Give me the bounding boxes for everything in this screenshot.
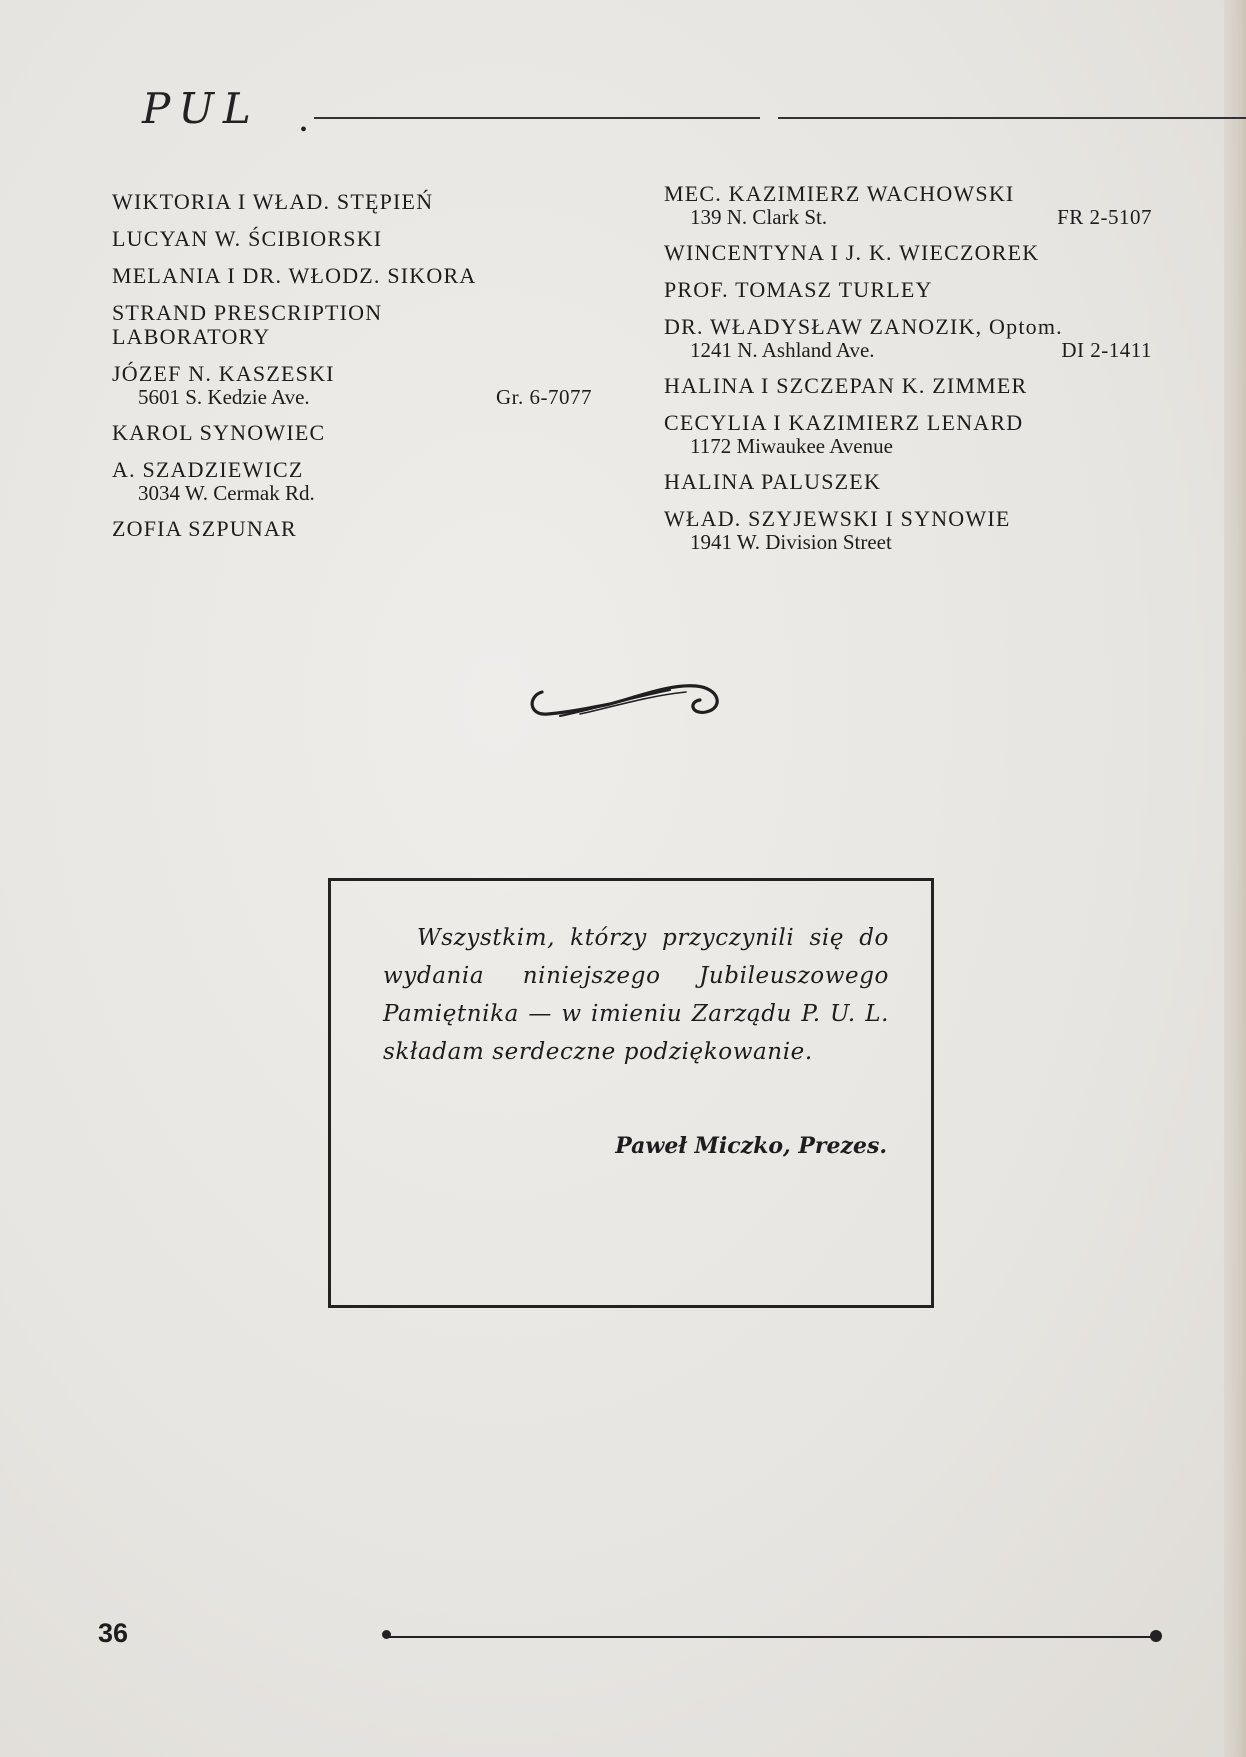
sponsor-entry xyxy=(664,182,1152,228)
sponsor-details xyxy=(664,206,1152,228)
sponsor-entry xyxy=(112,362,592,408)
sponsor-address: 1172 Miwaukee Avenue xyxy=(690,434,893,458)
sponsor-name: LUCYAN W. ŚCIBIORSKI xyxy=(112,226,383,251)
sponsor-name: MEC. KAZIMIERZ WACHOWSKI xyxy=(664,181,1015,206)
sponsor-name: MELANIA I DR. WŁODZ. SIKORA xyxy=(112,263,477,288)
sponsor-entry xyxy=(112,301,452,349)
sponsor-name: A. SZADZIEWICZ xyxy=(112,457,304,482)
sponsor-name: ZOFIA SZPUNAR xyxy=(112,516,297,541)
sponsor-address: 3034 W. Cermak Rd. xyxy=(138,481,315,505)
sponsor-phone: DI 2-1411 xyxy=(1061,338,1152,362)
sponsor-entry xyxy=(112,264,592,288)
page-number: 36 xyxy=(98,1618,129,1648)
sponsor-phone: FR 2-5107 xyxy=(1057,205,1152,229)
sponsor-list-right xyxy=(664,182,1152,566)
sponsor-entry xyxy=(112,458,592,504)
sponsor-name: WIKTORIA I WŁAD. STĘPIEŃ xyxy=(112,189,434,214)
sponsor-name: WINCENTYNA I J. K. WIECZOREK xyxy=(664,240,1040,265)
sponsor-address: 139 N. Clark St. xyxy=(690,205,828,229)
sponsor-name: WŁAD. SZYJEWSKI I SYNOWIE xyxy=(664,506,1011,531)
sponsor-details xyxy=(112,482,592,504)
acknowledgement-box xyxy=(328,878,934,1308)
sponsor-name: HALINA I SZCZEPAN K. ZIMMER xyxy=(664,373,1028,398)
footer-rule xyxy=(386,1636,1158,1638)
sponsor-name: HALINA PALUSZEK xyxy=(664,469,882,494)
sponsor-name: KAROL SYNOWIEC xyxy=(112,420,326,445)
sponsor-name: JÓZEF N. KASZESKI xyxy=(112,361,335,386)
footer-bullet-right xyxy=(1150,1630,1162,1642)
sponsor-entry xyxy=(664,470,1152,494)
signature: Paweł Miczko, Prezes. xyxy=(615,1133,887,1159)
flourish-ornament-icon xyxy=(520,670,730,730)
sponsor-details xyxy=(664,531,1152,553)
sponsor-entry xyxy=(112,421,592,445)
sponsor-entry xyxy=(664,315,1152,361)
sponsor-address: 1941 W. Division Street xyxy=(690,530,892,554)
sponsor-entry xyxy=(664,411,1152,457)
sponsor-address: 1241 N. Ashland Ave. xyxy=(690,338,875,362)
sponsor-entry xyxy=(664,278,1152,302)
acknowledgement-message: Wszystkim, którzy przyczynili się do wydania niniejszego Jubileuszowego Pamiętnika — w imieniu Zarządu P. U. L. składam serdeczne podziękowanie. xyxy=(383,925,889,1065)
sponsor-entry xyxy=(112,190,592,214)
header-rule-right xyxy=(778,117,1246,119)
acknowledgement-text xyxy=(383,919,889,1071)
sponsor-details xyxy=(664,339,1152,361)
footer-bullet-left xyxy=(382,1630,391,1639)
sponsor-name: CECYLIA I KAZIMIERZ LENARD xyxy=(664,410,1024,435)
sponsor-entry xyxy=(112,227,592,251)
sponsor-entry xyxy=(664,241,1152,265)
sponsor-name: PROF. TOMASZ TURLEY xyxy=(664,277,933,302)
sponsor-name: DR. WŁADYSŁAW ZANOZIK, Optom. xyxy=(664,314,1063,339)
sponsor-details xyxy=(664,435,1152,457)
sponsor-entry xyxy=(112,517,592,541)
sponsor-list-left xyxy=(112,190,592,554)
header-rule-left xyxy=(314,117,760,119)
header-title: PUL xyxy=(142,84,260,133)
sponsor-entry xyxy=(664,507,1152,553)
sponsor-details xyxy=(112,386,592,408)
sponsor-name: STRAND PRESCRIPTION LABORATORY xyxy=(112,300,383,349)
page-header xyxy=(142,84,1142,144)
header-bullet: • xyxy=(300,119,308,141)
torn-page-edge xyxy=(1224,0,1246,1757)
sponsor-address: 5601 S. Kedzie Ave. xyxy=(138,385,310,409)
sponsor-phone: Gr. 6-7077 xyxy=(496,385,592,409)
sponsor-entry xyxy=(664,374,1152,398)
